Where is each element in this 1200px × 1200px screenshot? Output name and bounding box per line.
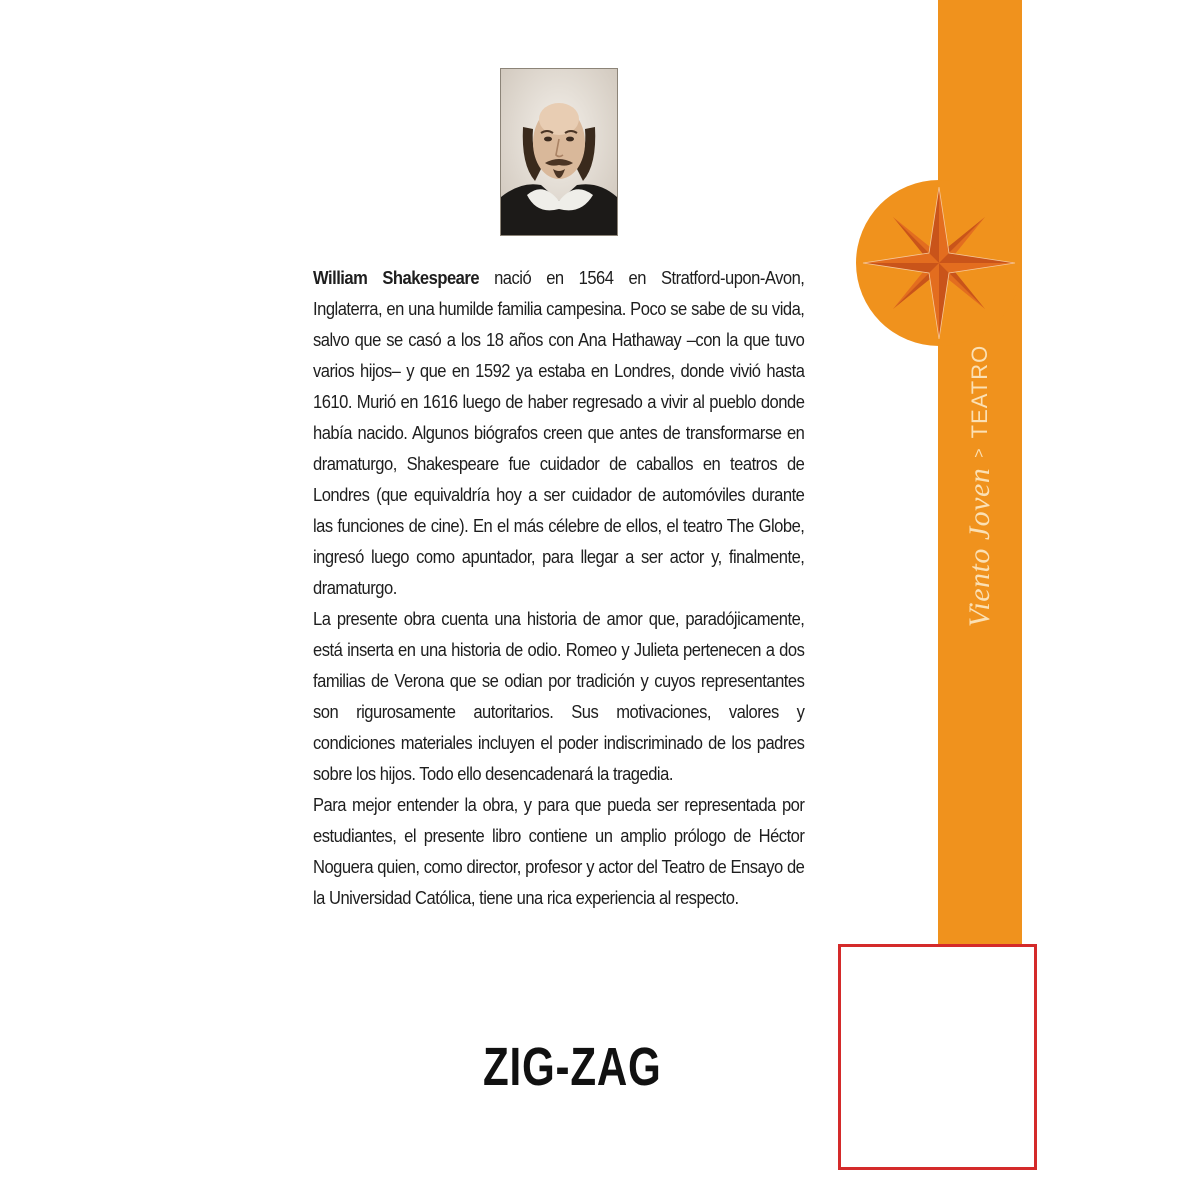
barcode-placeholder-box [838, 944, 1037, 1170]
series-genre: TEATRO [967, 344, 992, 439]
series-emblem [856, 180, 1022, 346]
shakespeare-portrait-icon [501, 69, 617, 235]
publisher-logo: ZIG-ZAG [483, 1037, 662, 1097]
author-name: William Shakespeare [313, 267, 480, 288]
series-name: Viento Joven [963, 467, 996, 628]
paragraph-biography [313, 262, 804, 603]
synopsis-text [313, 262, 804, 913]
paragraph-synopsis: La presente obra cuenta una historia de amor que, paradójicamente, está inserta en una historia de odio. Romeo y Julieta pertenecen a dos familias de Verona que se odian por tradición y cuyos representantes son rigurosamente autoritarios. Sus motivaciones, valores y condiciones materiales incluyen el poder indiscriminado de los padres sobre los hijos. Todo ello desencadenará la tragedia. [313, 608, 805, 784]
paragraph-text: nació en 1564 en Stratford-upon-Avon, Inglaterra, en una humilde familia campesina. Poco se sabe de su vida, salvo que se casó a los 18 años con Ana Hathaway –con la que tuvo varios hijos– y que en 1592 ya estaba en Londres, donde vivió hasta 1610. Murió en 1616 luego de haber regresado a vivir al pueblo donde había nacido. Algunos biógrafos creen que antes de transformarse en dramaturgo, Shakespeare fue cuidador de caballos en teatros de Londres (que equivaldría hoy a ser cuidador de automóviles durante las funciones de cine). En el más célebre de ellos, el teatro The Globe, ingresó luego como apuntador, para llegar a ser actor y, finalmente, dramaturgo. [313, 267, 805, 598]
series-separator: > [971, 448, 988, 458]
author-portrait [500, 68, 618, 236]
compass-rose-icon [856, 180, 1022, 346]
paragraph-edition: Para mejor entender la obra, y para que pueda ser representada por estudiantes, el presente libro contiene un amplio prólogo de Héctor Noguera quien, como director, profesor y actor del Teatro de Ensayo de la Universidad Católica, tiene una rica experiencia al respecto. [313, 794, 805, 908]
series-label [963, 345, 997, 627]
